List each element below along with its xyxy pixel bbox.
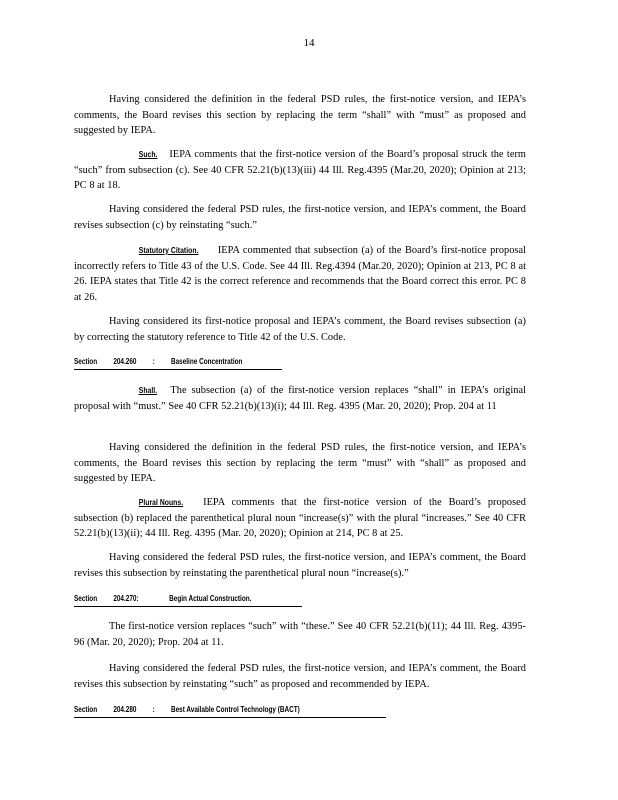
paragraph-text: IEPA comments that the first-notice version of the Board’s proposed subsection (b) replaced the parenthetical plural noun “increase(s)” with the plural “increases.” See 40 CFR 52.21(b)(13)(ii); 44 Ill. Reg. 4395 (Mar. 20, 2020); Opinion at 214, PC 8 at 25. xyxy=(74,497,526,539)
paragraph xyxy=(74,314,526,345)
paragraph xyxy=(74,550,526,581)
paragraph-heading: Plural Nouns. xyxy=(138,498,184,507)
paragraph xyxy=(74,495,526,542)
section-label: Section xyxy=(74,705,98,714)
section-title: Baseline Concentration xyxy=(170,357,243,366)
paragraph-text: Having considered the federal PSD rules, the first-notice version, and IEPA’s comment, the Board revises this subsection by reinstating “such” as proposed and recommended by IEPA. xyxy=(74,663,526,690)
section-title: Best Available Control Technology (BACT) xyxy=(170,705,300,714)
paragraph xyxy=(74,147,526,194)
paragraph xyxy=(74,619,526,650)
section-label: Section xyxy=(74,357,98,366)
paragraph-text: IEPA commented that subsection (a) of the Board’s first-notice proposal incorrectly refers to Title 43 of the U.S. Code. See 44 Ill. Reg.4394 (Mar.20, 2020); Opinion at 213, PC 8 at 26. IEPA states that Title 42 is the correct reference and recommends that the Board correct this error. PC 8 at 26. xyxy=(74,245,526,303)
paragraph-text: Having considered its first-notice proposal and IEPA’s comment, the Board revises subsection (a) by correcting the statutory reference to Title 42 of the U.S. Code. xyxy=(74,316,526,343)
section-label: Section xyxy=(74,594,98,603)
section-underline xyxy=(74,369,282,370)
paragraph xyxy=(74,202,526,233)
section-heading xyxy=(74,705,314,714)
paragraph-text: IEPA comments that the first-notice version of the Board’s proposal struck the term “such” from subsection (c). See 40 CFR 52.21(b)(13)(iii) 44 Ill. Reg.4395 (Mar.20, 2020); Opinion at 213; PC 8 at 18. xyxy=(74,149,526,191)
section-underline xyxy=(74,606,302,607)
paragraph xyxy=(74,661,526,692)
paragraph-heading: Statutory Citation. xyxy=(138,246,199,255)
section-heading xyxy=(74,594,266,603)
paragraph-text: Having considered the definition in the federal PSD rules, the first-notice version, and IEPA’s comments, the Board revises this section by replacing the term “must” with “shall” as proposed and suggested by IEPA. xyxy=(74,442,526,484)
page-number: 14 xyxy=(303,37,315,49)
section-number: 204.270: xyxy=(113,594,139,603)
paragraph-heading: Such. xyxy=(138,150,158,159)
paragraph xyxy=(74,92,526,139)
section-colon: : xyxy=(152,705,155,714)
paragraph-text: The subsection (a) of the first-notice version replaces “shall” in IEPA’s original proposal with “must.” See 40 CFR 52.21(b)(13)(i); 44 Ill. Reg. 4395 (Mar. 20, 2020); Prop. 204 at 11 xyxy=(74,385,526,412)
paragraph-text: Having considered the federal PSD rules, the first-notice version, and IEPA’s comment, the Board revises this subsection by reinstating the parenthetical plural noun “increase(s).” xyxy=(74,552,526,579)
section-colon: : xyxy=(152,357,155,366)
paragraph-text: Having considered the definition in the federal PSD rules, the first-notice version, and IEPA’s comments, the Board revises this section by replacing the term “shall” with “must” as proposed and suggested by IEPA. xyxy=(74,94,526,136)
section-title: Begin Actual Construction. xyxy=(169,594,252,603)
section-underline xyxy=(74,717,386,718)
paragraph-heading: Shall. xyxy=(138,386,158,395)
section-number: 204.260 xyxy=(113,357,137,366)
paragraph-text: Having considered the federal PSD rules, the first-notice version, and IEPA’s comment, the Board revises subsection (c) by reinstating “such.” xyxy=(74,204,526,231)
paragraph-text: The first-notice version replaces “such” with “these.” See 40 CFR 52.21(b)(11); 44 Ill. Reg. 4395-96 (Mar. 20, 2020); Prop. 204 at 11. xyxy=(74,621,526,648)
paragraph xyxy=(74,440,526,487)
section-heading xyxy=(74,357,257,366)
section-number: 204.280 xyxy=(113,705,137,714)
paragraph xyxy=(74,383,526,414)
paragraph xyxy=(74,243,526,305)
